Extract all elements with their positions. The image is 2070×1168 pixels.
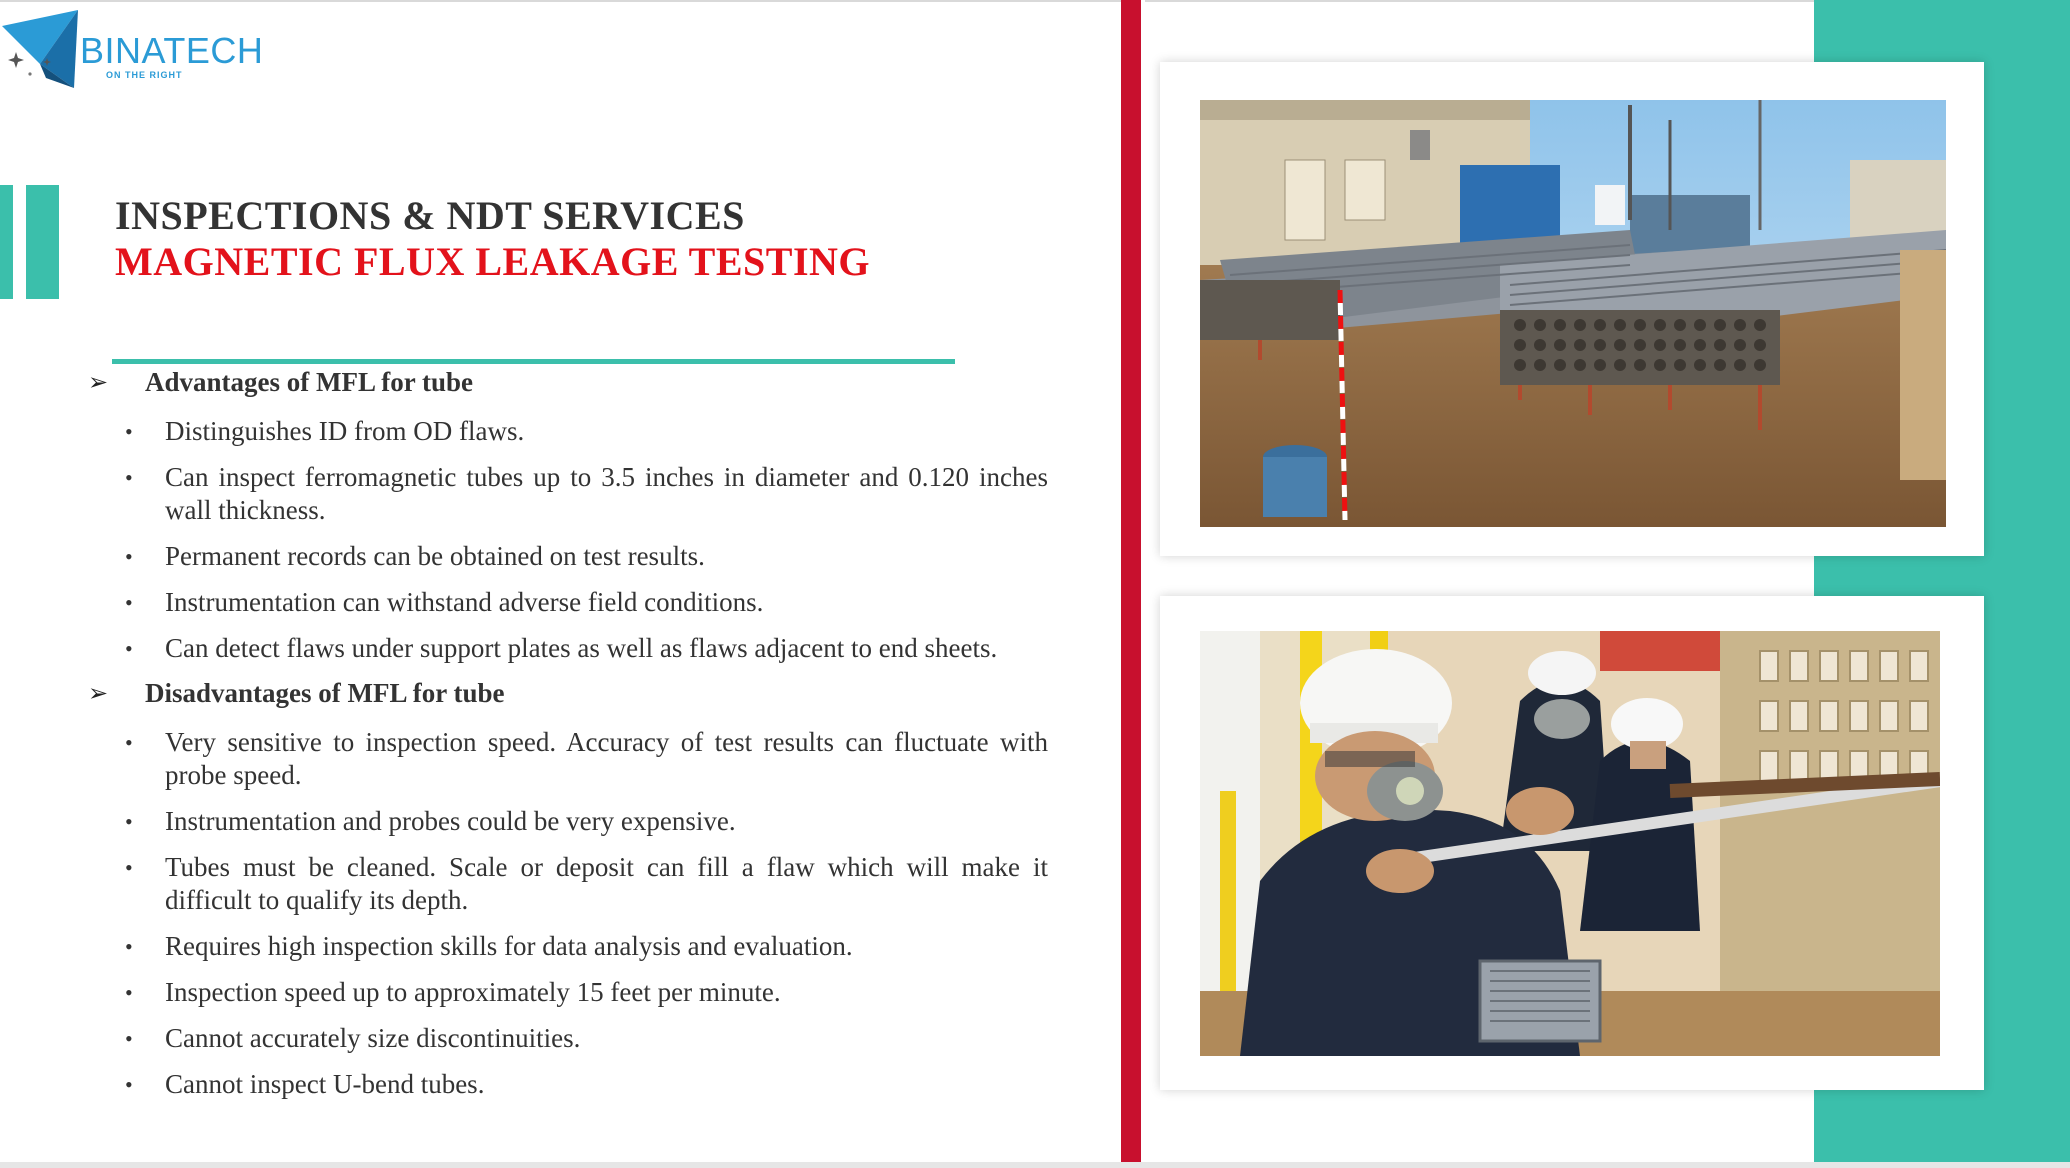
section-heading-text: Disadvantages of MFL for tube xyxy=(145,678,505,708)
list-item-text: Instrumentation and probes could be very expensive. xyxy=(165,806,736,836)
list-item xyxy=(88,1068,1048,1101)
bullet-dot-icon: • xyxy=(125,590,133,615)
list-item-text: Permanent records can be obtained on test results. xyxy=(165,541,705,571)
bullet-dot-icon: • xyxy=(125,934,133,959)
list-item-text: Distinguishes ID from OD flaws. xyxy=(165,416,525,446)
bullet-dot-icon: • xyxy=(125,809,133,834)
bullet-dot-icon: • xyxy=(125,636,133,661)
list-item xyxy=(88,461,1048,527)
list-item-text: Very sensitive to inspection speed. Accuracy of test results can fluctuate with probe speed. xyxy=(165,727,1048,790)
vertical-divider xyxy=(1121,0,1141,1162)
list-item xyxy=(88,632,1048,665)
section-heading xyxy=(88,673,1048,713)
list-item-text: Instrumentation can withstand adverse field conditions. xyxy=(165,587,764,617)
bullet-dot-icon: • xyxy=(125,419,133,444)
page-title: INSPECTIONS & NDT SERVICES xyxy=(115,193,745,238)
disadvantages-section xyxy=(88,673,1048,1101)
advantages-list xyxy=(88,415,1048,665)
list-item-text: Can inspect ferromagnetic tubes up to 3.5 inches in diameter and 0.120 inches wall thickness. xyxy=(165,462,1048,525)
bullet-dot-icon: • xyxy=(125,980,133,1005)
bottom-border xyxy=(0,1162,2070,1168)
paper-plane-icon xyxy=(0,8,90,92)
top-border xyxy=(0,0,2070,2)
bullet-dot-icon: • xyxy=(125,855,133,880)
divider-gap xyxy=(1141,0,1145,1162)
accent-bar-thin xyxy=(0,185,13,299)
list-item xyxy=(88,930,1048,963)
list-item xyxy=(88,586,1048,619)
list-item-text: Tubes must be cleaned. Scale or deposit can fill a flaw which will make it difficult to qualify its depth. xyxy=(165,852,1048,915)
accent-bar-wide xyxy=(26,185,59,299)
bullet-dot-icon: • xyxy=(125,1072,133,1097)
bullet-dot-icon: • xyxy=(125,544,133,569)
brand-logo xyxy=(0,8,264,92)
bullet-dot-icon: • xyxy=(125,1026,133,1051)
list-item-text: Requires high inspection skills for data analysis and evaluation. xyxy=(165,931,853,961)
list-item-text: Cannot inspect U-bend tubes. xyxy=(165,1069,485,1099)
list-item-text: Cannot accurately size discontinuities. xyxy=(165,1023,581,1053)
arrow-bullet-icon: ➢ xyxy=(88,368,109,396)
content-lists xyxy=(88,362,1048,1101)
inspection-technicians-photo xyxy=(1200,631,1940,1056)
list-item xyxy=(88,851,1048,917)
list-item-text: Inspection speed up to approximately 15 feet per minute. xyxy=(165,977,781,1007)
advantages-section xyxy=(88,362,1048,665)
disadvantages-list xyxy=(88,726,1048,1101)
list-item xyxy=(88,1022,1048,1055)
section-heading xyxy=(88,362,1048,402)
list-item xyxy=(88,726,1048,792)
bullet-dot-icon: • xyxy=(125,465,133,490)
page-subtitle: MAGNETIC FLUX LEAKAGE TESTING xyxy=(115,239,871,284)
arrow-bullet-icon: ➢ xyxy=(88,679,109,707)
list-item xyxy=(88,805,1048,838)
bullet-dot-icon: • xyxy=(125,730,133,755)
brand-name: BINATECH xyxy=(80,30,264,71)
list-item-text: Can detect flaws under support plates as well as flaws adjacent to end sheets. xyxy=(165,633,998,663)
brand-tagline: ON THE RIGHT xyxy=(106,70,183,80)
section-heading-text: Advantages of MFL for tube xyxy=(145,367,473,397)
list-item xyxy=(88,415,1048,448)
list-item xyxy=(88,976,1048,1009)
heat-exchanger-photo xyxy=(1200,100,1946,527)
list-item xyxy=(88,540,1048,573)
